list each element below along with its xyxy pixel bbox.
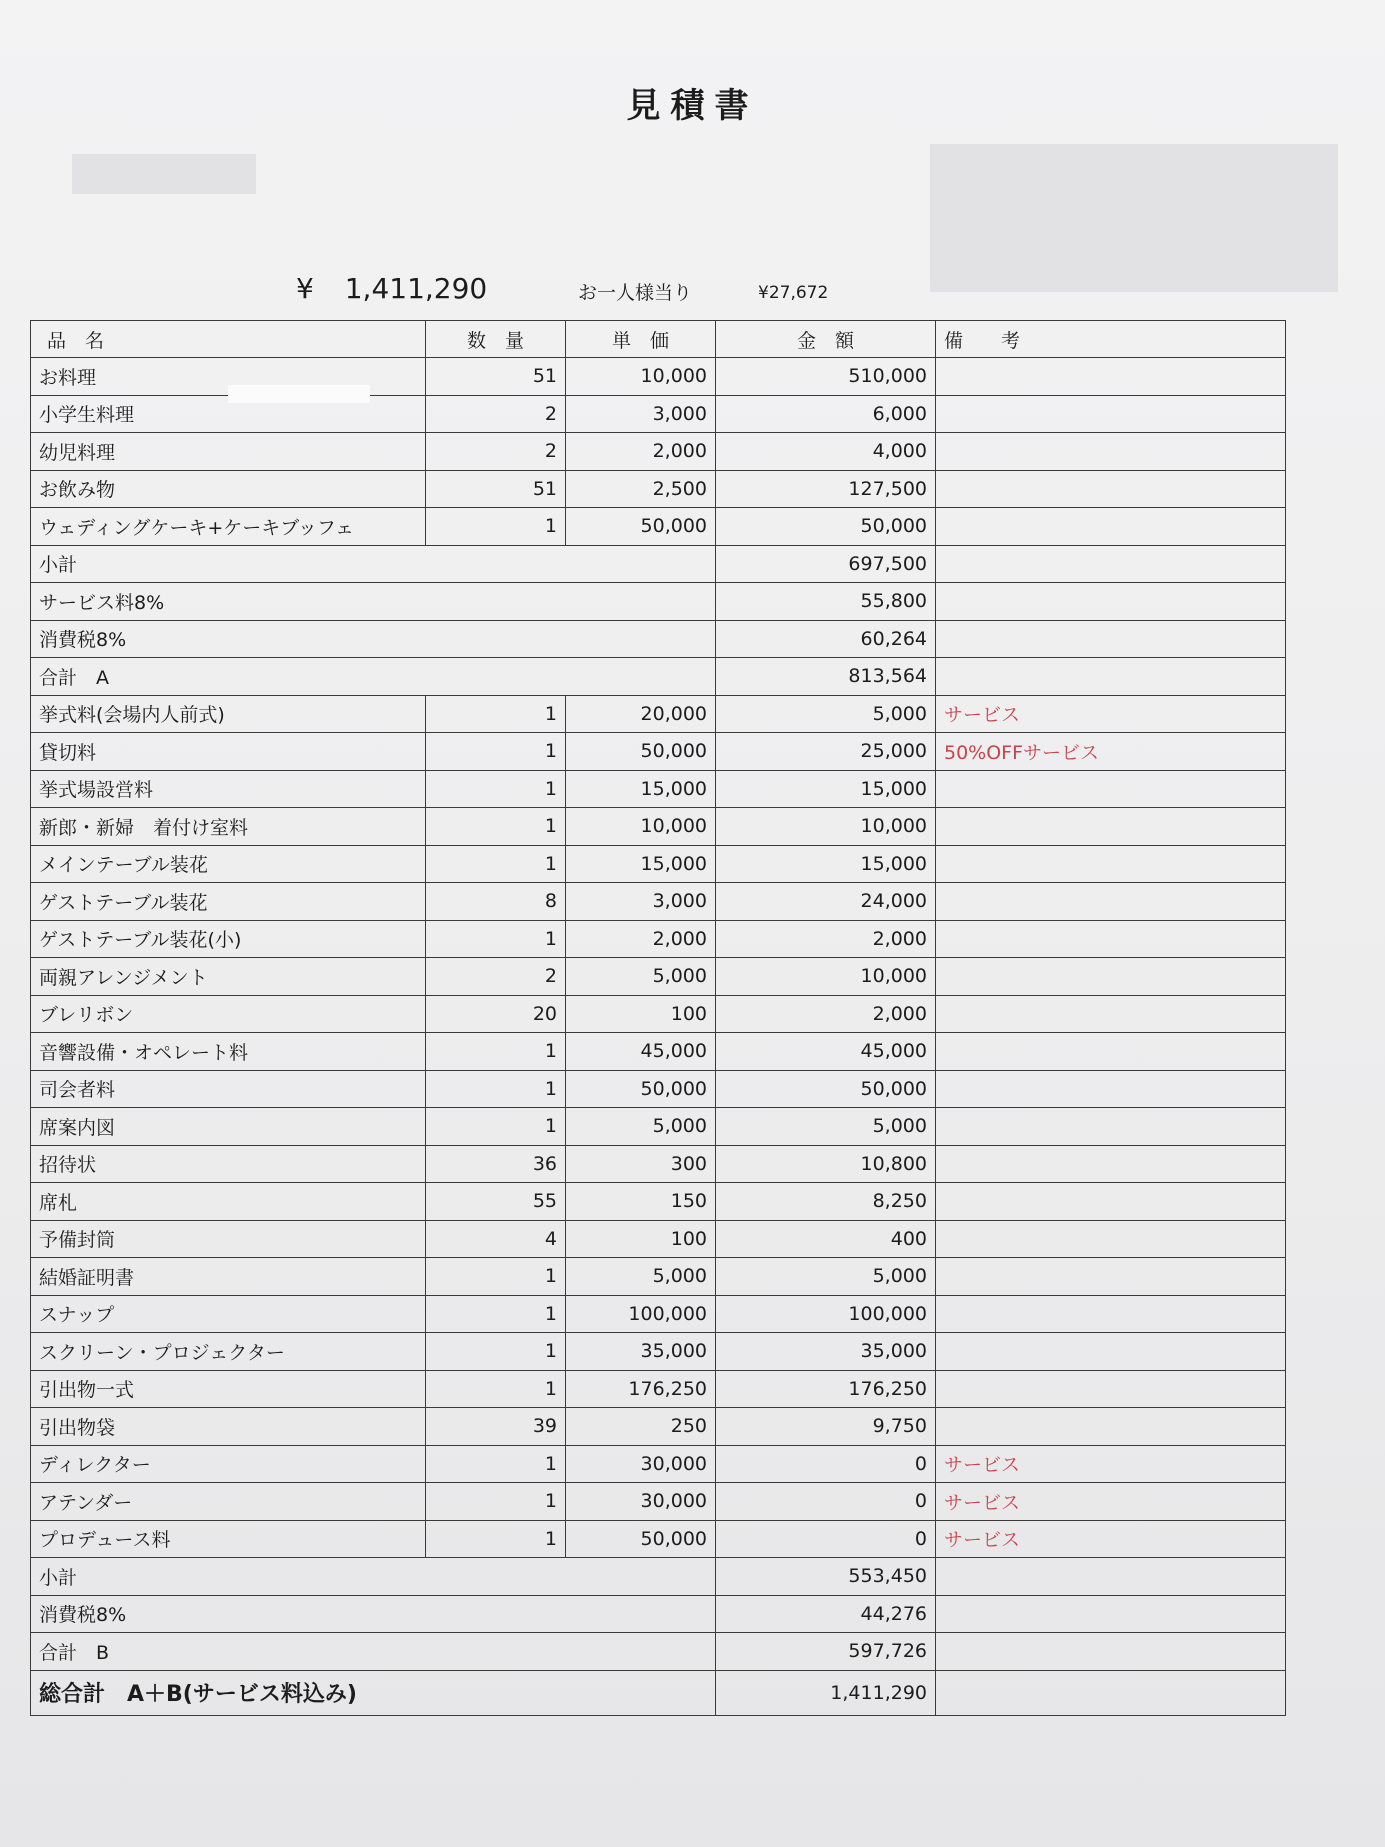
item-note [936, 1295, 1286, 1333]
item-note [936, 508, 1286, 546]
item-name: 幼児料理 [31, 433, 426, 471]
tax-a-note [936, 620, 1286, 658]
item-note: 50%OFFサービス [936, 733, 1286, 771]
item-name: ウェディングケーキ+ケーキブッフェ [31, 508, 426, 546]
item-qty: 1 [426, 845, 566, 883]
item-note [936, 770, 1286, 808]
item-qty: 51 [426, 470, 566, 508]
table-row [31, 1483, 1286, 1521]
item-unit-price: 300 [566, 1145, 716, 1183]
item-qty: 1 [426, 733, 566, 771]
item-name: 挙式場設営料 [31, 770, 426, 808]
item-amount: 5,000 [716, 1108, 936, 1146]
item-unit-price: 30,000 [566, 1483, 716, 1521]
table-header-row [31, 321, 1286, 358]
item-qty: 1 [426, 1295, 566, 1333]
tax-b [31, 1595, 1286, 1633]
item-name: お飲み物 [31, 470, 426, 508]
table-row [31, 770, 1286, 808]
item-unit-price: 100,000 [566, 1295, 716, 1333]
table-row [31, 733, 1286, 771]
item-unit-price: 50,000 [566, 1070, 716, 1108]
item-name: 新郎・新婦 着付け室料 [31, 808, 426, 846]
item-note [936, 433, 1286, 471]
item-note [936, 470, 1286, 508]
item-amount: 100,000 [716, 1295, 936, 1333]
table-row [31, 995, 1286, 1033]
item-amount: 15,000 [716, 770, 936, 808]
item-qty: 1 [426, 770, 566, 808]
item-name: 音響設備・オペレート料 [31, 1033, 426, 1071]
item-amount: 9,750 [716, 1408, 936, 1446]
item-note [936, 1220, 1286, 1258]
item-note: サービス [936, 695, 1286, 733]
item-unit-price: 2,000 [566, 920, 716, 958]
item-unit-price: 15,000 [566, 770, 716, 808]
item-unit-price: 2,500 [566, 470, 716, 508]
item-qty: 1 [426, 1520, 566, 1558]
item-amount: 127,500 [716, 470, 936, 508]
item-unit-price: 50,000 [566, 733, 716, 771]
item-qty: 20 [426, 995, 566, 1033]
item-unit-price: 5,000 [566, 1258, 716, 1296]
item-qty: 1 [426, 808, 566, 846]
grand-total-label: 総合計 A＋B(サービス料込み) [31, 1670, 716, 1715]
item-unit-price: 45,000 [566, 1033, 716, 1071]
item-unit-price: 10,000 [566, 358, 716, 396]
item-qty: 1 [426, 1258, 566, 1296]
item-name: 招待状 [31, 1145, 426, 1183]
table-row [31, 395, 1286, 433]
grand-total-value: 1,411,290 [716, 1670, 936, 1715]
item-qty: 2 [426, 395, 566, 433]
item-amount: 176,250 [716, 1370, 936, 1408]
item-name: 司会者料 [31, 1070, 426, 1108]
item-qty: 1 [426, 1483, 566, 1521]
table-row [31, 958, 1286, 996]
item-note [936, 1258, 1286, 1296]
item-name: 予備封筒 [31, 1220, 426, 1258]
item-amount: 10,000 [716, 808, 936, 846]
total-b-label: 合計 B [31, 1633, 716, 1671]
tax-a-label: 消費税8% [31, 620, 716, 658]
tax-a-value: 60,264 [716, 620, 936, 658]
item-unit-price: 15,000 [566, 845, 716, 883]
item-name: ゲストテーブル装花 [31, 883, 426, 921]
item-name: メインテーブル装花 [31, 845, 426, 883]
item-unit-price: 2,000 [566, 433, 716, 471]
item-unit-price: 250 [566, 1408, 716, 1446]
item-amount: 25,000 [716, 733, 936, 771]
item-unit-price: 50,000 [566, 508, 716, 546]
tax-b-label: 消費税8% [31, 1595, 716, 1633]
item-name: ブレリボン [31, 995, 426, 1033]
item-amount: 35,000 [716, 1333, 936, 1371]
item-note [936, 395, 1286, 433]
table-row [31, 1295, 1286, 1333]
item-qty: 55 [426, 1183, 566, 1221]
item-amount: 510,000 [716, 358, 936, 396]
item-name: 両親アレンジメント [31, 958, 426, 996]
redacted-recipient [72, 154, 256, 194]
subtotal-a-note [936, 545, 1286, 583]
subtotal-a-label: 小計 [31, 545, 716, 583]
tax-b-note [936, 1595, 1286, 1633]
item-qty: 1 [426, 1370, 566, 1408]
item-name: 結婚証明書 [31, 1258, 426, 1296]
item-note [936, 1108, 1286, 1146]
total-b [31, 1633, 1286, 1671]
item-amount: 6,000 [716, 395, 936, 433]
item-note [936, 920, 1286, 958]
total-a [31, 658, 1286, 696]
table-row [31, 695, 1286, 733]
item-name: 貸切料 [31, 733, 426, 771]
item-qty: 1 [426, 920, 566, 958]
item-note [936, 1408, 1286, 1446]
item-amount: 5,000 [716, 1258, 936, 1296]
item-amount: 0 [716, 1445, 936, 1483]
item-note [936, 1070, 1286, 1108]
item-name: ディレクター [31, 1445, 426, 1483]
item-note [936, 808, 1286, 846]
service-charge-a-note [936, 583, 1286, 621]
item-note [936, 358, 1286, 396]
grand-total-note [936, 1670, 1286, 1715]
subtotal-a-value: 697,500 [716, 545, 936, 583]
item-amount: 45,000 [716, 1033, 936, 1071]
item-note [936, 845, 1286, 883]
estimate-table [30, 320, 1286, 1716]
table-row [31, 1520, 1286, 1558]
item-qty: 8 [426, 883, 566, 921]
col-header-unit: 単 価 [566, 321, 716, 358]
item-name: 挙式料(会場内人前式) [31, 695, 426, 733]
item-amount: 0 [716, 1483, 936, 1521]
col-header-qty: 数 量 [426, 321, 566, 358]
col-header-note: 備 考 [936, 321, 1286, 358]
item-note: サービス [936, 1520, 1286, 1558]
col-header-name: 品 名 [31, 321, 426, 358]
item-qty: 1 [426, 508, 566, 546]
item-amount: 15,000 [716, 845, 936, 883]
table-row [31, 433, 1286, 471]
yen-sign: ¥ [296, 272, 314, 305]
item-unit-price: 5,000 [566, 958, 716, 996]
item-note [936, 1333, 1286, 1371]
item-amount: 24,000 [716, 883, 936, 921]
service-charge-a-label: サービス料8% [31, 583, 716, 621]
item-amount: 2,000 [716, 920, 936, 958]
item-amount: 5,000 [716, 695, 936, 733]
item-name: お料理 [31, 358, 426, 396]
total-value: 1,411,290 [344, 272, 488, 305]
per-person-value: ¥27,672 [758, 283, 829, 303]
item-amount: 8,250 [716, 1183, 936, 1221]
item-amount: 400 [716, 1220, 936, 1258]
redacted-note [228, 385, 370, 403]
item-unit-price: 176,250 [566, 1370, 716, 1408]
item-qty: 1 [426, 1033, 566, 1071]
item-name: 小学生料理 [31, 395, 426, 433]
item-name: アテンダー [31, 1483, 426, 1521]
item-note [936, 1145, 1286, 1183]
total-b-note [936, 1633, 1286, 1671]
document-title: 見積書 [626, 86, 759, 126]
table-row [31, 1370, 1286, 1408]
item-name: ゲストテーブル装花(小) [31, 920, 426, 958]
item-note [936, 883, 1286, 921]
item-note [936, 958, 1286, 996]
item-name: プロデュース料 [31, 1520, 426, 1558]
item-amount: 0 [716, 1520, 936, 1558]
item-qty: 1 [426, 1333, 566, 1371]
total-a-value: 813,564 [716, 658, 936, 696]
item-qty: 4 [426, 1220, 566, 1258]
item-unit-price: 5,000 [566, 1108, 716, 1146]
item-unit-price: 50,000 [566, 1520, 716, 1558]
subtotal-b-note [936, 1558, 1286, 1596]
item-qty: 1 [426, 1445, 566, 1483]
item-unit-price: 3,000 [566, 883, 716, 921]
item-unit-price: 10,000 [566, 808, 716, 846]
item-unit-price: 100 [566, 995, 716, 1033]
item-amount: 4,000 [716, 433, 936, 471]
total-a-label: 合計 A [31, 658, 716, 696]
table-row [31, 1145, 1286, 1183]
item-name: スクリーン・プロジェクター [31, 1333, 426, 1371]
item-qty: 2 [426, 433, 566, 471]
tax-a [31, 620, 1286, 658]
item-name: 引出物袋 [31, 1408, 426, 1446]
item-qty: 39 [426, 1408, 566, 1446]
item-name: スナップ [31, 1295, 426, 1333]
subtotal-b-value: 553,450 [716, 1558, 936, 1596]
service-charge-a-value: 55,800 [716, 583, 936, 621]
table-row [31, 1108, 1286, 1146]
table-row [31, 1445, 1286, 1483]
table-row [31, 845, 1286, 883]
table-row [31, 470, 1286, 508]
item-name: 引出物一式 [31, 1370, 426, 1408]
item-note [936, 1370, 1286, 1408]
tax-b-value: 44,276 [716, 1595, 936, 1633]
item-amount: 50,000 [716, 508, 936, 546]
table-row [31, 1408, 1286, 1446]
estimate-table-body [31, 321, 1286, 1716]
item-name: 席札 [31, 1183, 426, 1221]
item-note: サービス [936, 1445, 1286, 1483]
table-row [31, 1070, 1286, 1108]
table-row [31, 1333, 1286, 1371]
item-amount: 50,000 [716, 1070, 936, 1108]
table-row [31, 1258, 1286, 1296]
table-row [31, 920, 1286, 958]
item-note [936, 1033, 1286, 1071]
item-note: サービス [936, 1483, 1286, 1521]
item-unit-price: 3,000 [566, 395, 716, 433]
item-qty: 1 [426, 695, 566, 733]
table-row [31, 1033, 1286, 1071]
item-qty: 2 [426, 958, 566, 996]
item-unit-price: 100 [566, 1220, 716, 1258]
grand-total [31, 1670, 1286, 1715]
item-qty: 1 [426, 1108, 566, 1146]
table-row [31, 1220, 1286, 1258]
table-row [31, 808, 1286, 846]
item-unit-price: 30,000 [566, 1445, 716, 1483]
table-row [31, 508, 1286, 546]
subtotal-b [31, 1558, 1286, 1596]
table-row [31, 358, 1286, 396]
item-amount: 10,800 [716, 1145, 936, 1183]
item-amount: 2,000 [716, 995, 936, 1033]
per-person-label: お一人様当り [578, 282, 693, 304]
item-note [936, 995, 1286, 1033]
item-unit-price: 20,000 [566, 695, 716, 733]
col-header-amount: 金 額 [716, 321, 936, 358]
item-note [936, 1183, 1286, 1221]
item-unit-price: 35,000 [566, 1333, 716, 1371]
item-name: 席案内図 [31, 1108, 426, 1146]
item-qty: 36 [426, 1145, 566, 1183]
item-qty: 51 [426, 358, 566, 396]
item-qty: 1 [426, 1070, 566, 1108]
table-row [31, 883, 1286, 921]
redacted-company-info [930, 144, 1338, 292]
item-amount: 10,000 [716, 958, 936, 996]
service-charge-a [31, 583, 1286, 621]
total-amount [296, 272, 487, 305]
total-b-value: 597,726 [716, 1633, 936, 1671]
subtotal-a [31, 545, 1286, 583]
item-unit-price: 150 [566, 1183, 716, 1221]
table-row [31, 1183, 1286, 1221]
total-a-note [936, 658, 1286, 696]
subtotal-b-label: 小計 [31, 1558, 716, 1596]
